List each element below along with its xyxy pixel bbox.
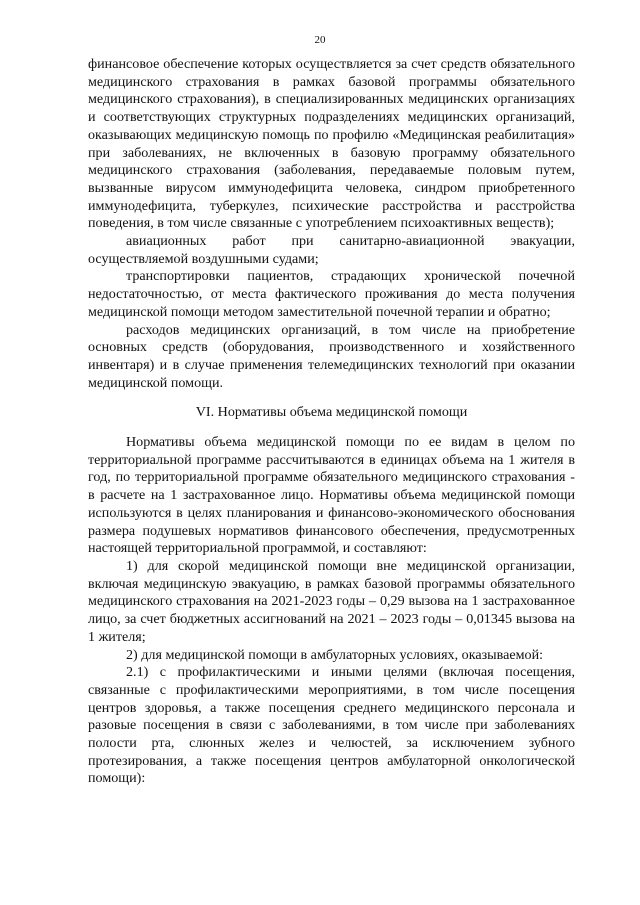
paragraph-norms-intro: Нормативы объема медицинской помощи по ее видам в целом по территориальной программе рассчитываются в единицах объема на 1 жителя в год, по территориальной программе обязательного медицинского страхования - в расчете на 1 застрахованное лицо. Нормативы объема медицинской помощи используются в целях планирования и финансово-экономического обоснования размера подушевых нормативов финансового обеспечения, предусмотренных настоящей территориальной программой, и составляют: — [88, 434, 575, 557]
paragraph-item-2: 2) для медицинской помощи в амбулаторных условиях, оказываемой: — [126, 646, 544, 663]
paragraph-transport: транспортировки пациентов, страдающих хронической почечной недостаточностью, от места фактического проживания до места получения медицинской помощи методом заместительной почечной терапии и обратно; — [88, 268, 575, 320]
document-body — [88, 56, 575, 788]
paragraph-expenses: расходов медицинских организаций, в том числе на приобретение основных средств (оборудования, производственного и хозяйственного инвентаря) и в случае применения телемедицинских технологий при оказании медицинской помощи. — [88, 321, 575, 391]
paragraph-aviation: авиационных работ при санитарно-авиационной эвакуации, осуществляемой воздушными судами; — [88, 233, 575, 267]
paragraph-continuation: финансовое обеспечение которых осуществляется за счет средств обязательного медицинского страхования в рамках базовой программы обязательного медицинского страхования), в специализированных медицинских организациях и соответствующих структурных подразделениях медицинских организаций, оказывающих медицинскую помощь по профилю «Медицинская реабилитация» при заболеваниях, не включенных в базовую программу обязательного медицинского страхования (заболевания, передаваемые половым путем, вызванные вирусом иммунодефицита человека, синдром приобретенного иммунодефицита, туберкулез, психические расстройства и расстройства поведения, в том числе связанные с употреблением психоактивных веществ); — [88, 56, 575, 232]
section-title: VI. Нормативы объема медицинской помощи — [195, 404, 468, 421]
page-number: 20 — [314, 34, 326, 46]
paragraph-item-1: 1) для скорой медицинской помощи вне медицинской организации, включая медицинскую эвакуацию, в рамках базовой программы обязательного медицинского страхования на 2021-2023 годы – 0,29 вызова на 1 застрахованное лицо, за счет бюджетных ассигнований на 2021 – 2023 годы – 0,01345 вызова на 1 жителя; — [88, 557, 575, 645]
paragraph-item-2-1: 2.1) с профилактическими и иными целями (включая посещения, связанные с профилактическими мероприятиями, в том числе посещения центров здоровья, а также посещения среднего медицинского персонала и разовые посещения в связи с заболеваниями, в том числе при заболеваниях полости рта, слюнных желез и челюстей, за исключением зубного протезирования, а также посещения центров амбулаторной онкологической помощи): — [88, 664, 575, 787]
